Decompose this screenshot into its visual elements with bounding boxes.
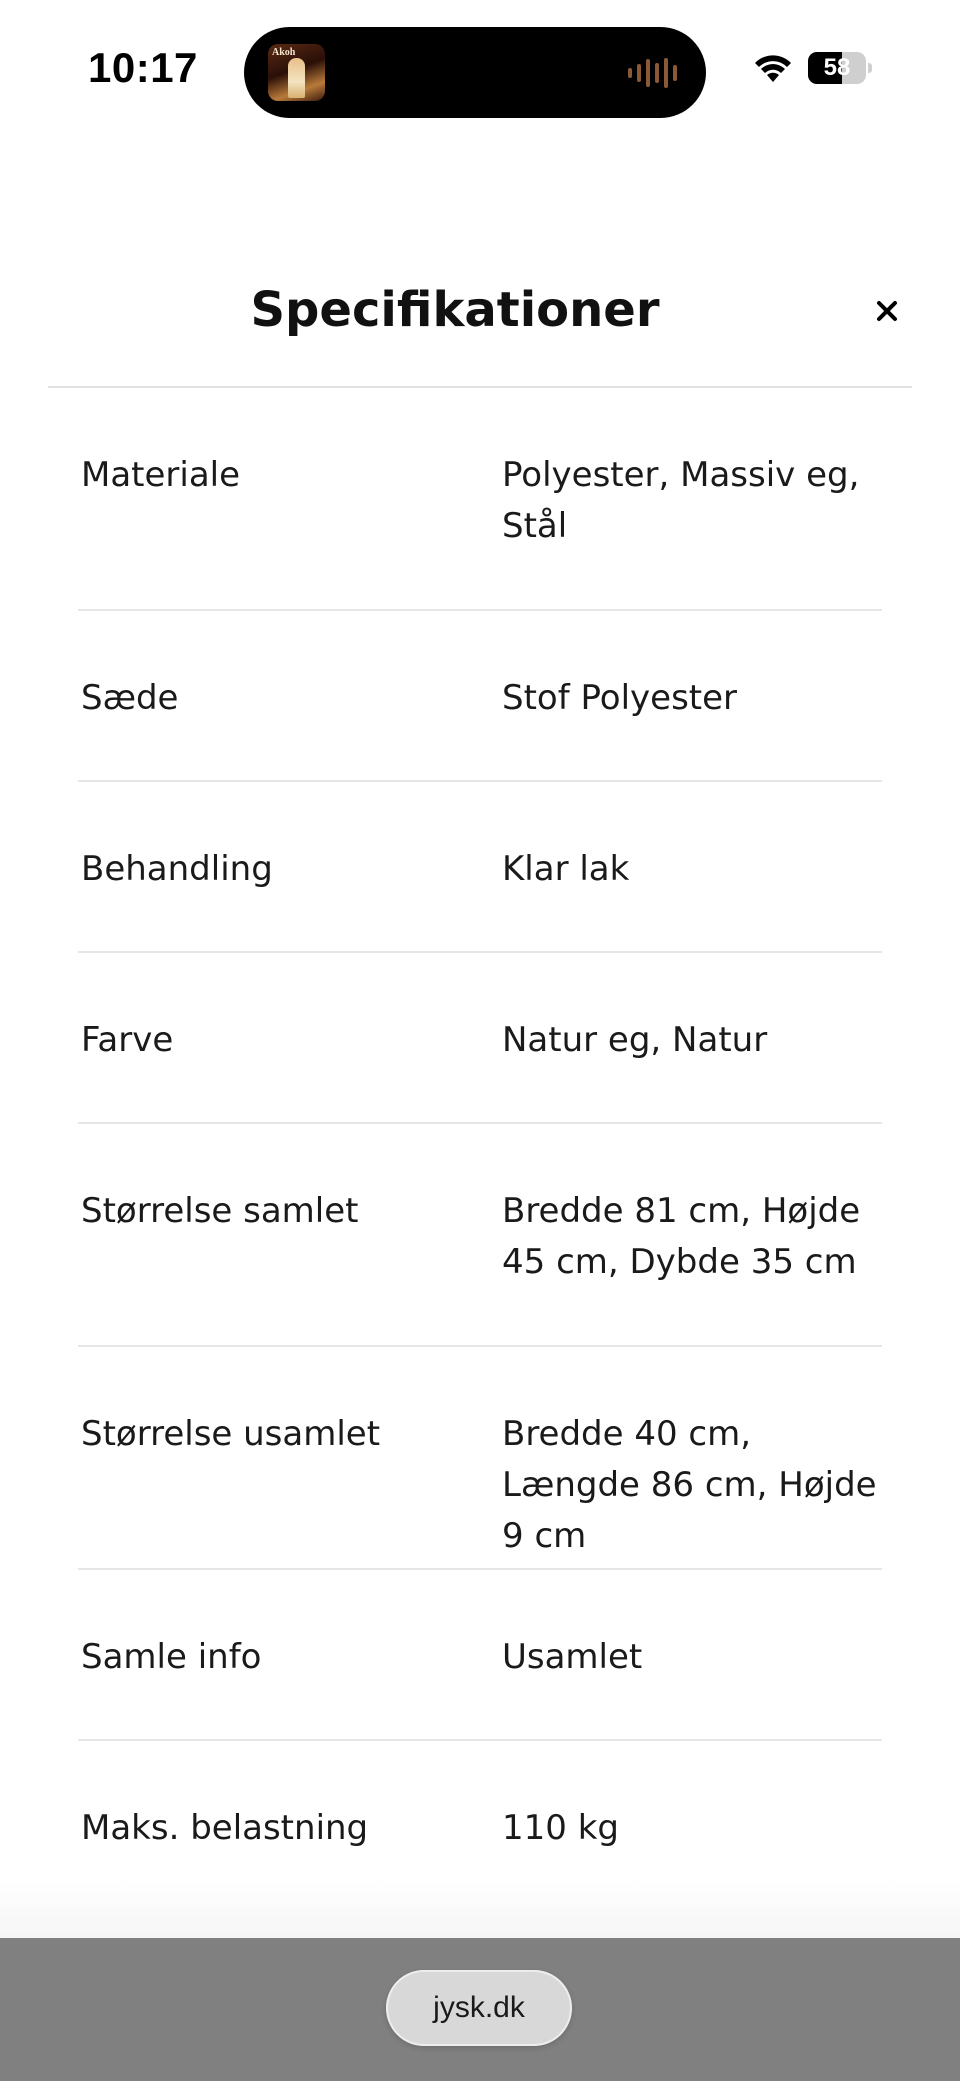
spec-value: Klar lak: [502, 849, 630, 889]
spec-row-farve: [78, 953, 882, 1124]
scroll-fade: [0, 1880, 960, 1938]
audio-waveform-icon: [628, 57, 684, 89]
album-art-text: Akoh: [272, 47, 296, 58]
spec-label: Størrelse samlet: [81, 1191, 359, 1231]
close-button[interactable]: [866, 290, 908, 332]
spec-label: Samle info: [81, 1637, 262, 1677]
address-bar[interactable]: jysk.dk: [386, 1970, 572, 2046]
close-icon: [876, 300, 898, 322]
spec-label: Størrelse usamlet: [81, 1414, 381, 1454]
spec-label: Maks. belastning: [81, 1808, 369, 1848]
spec-label: Farve: [81, 1020, 174, 1060]
spec-row-materiale: [78, 388, 882, 611]
spec-row-stoerrelse-samlet: [78, 1124, 882, 1347]
spec-row-behandling: [78, 782, 882, 953]
spec-value: Polyester, Massiv eg, Stål: [502, 455, 860, 546]
status-time: 10:17: [88, 44, 198, 91]
battery-icon: [808, 52, 870, 84]
battery-level: 58: [823, 54, 851, 81]
spec-value: Bredde 81 cm, Højde 45 cm, Dybde 35 cm: [502, 1191, 861, 1282]
spec-value: Bredde 40 cm, Længde 86 cm, Højde 9 cm: [502, 1414, 877, 1556]
album-art-icon[interactable]: [268, 44, 325, 101]
spec-row-saede: [78, 611, 882, 782]
spec-list: [78, 388, 882, 1891]
spec-row-samle-info: [78, 1570, 882, 1741]
spec-label: Behandling: [81, 849, 273, 889]
dynamic-island-now-playing[interactable]: [244, 27, 706, 118]
status-bar: [0, 0, 960, 140]
spec-row-maks-belastning: [78, 1741, 882, 1891]
spec-value: Usamlet: [502, 1637, 643, 1677]
spec-value: 110 kg: [502, 1808, 619, 1848]
spec-row-stoerrelse-usamlet: [78, 1347, 882, 1570]
sheet-title: Specifikationer: [250, 282, 660, 338]
spec-label: Materiale: [81, 455, 241, 495]
spec-value: Natur eg, Natur: [502, 1020, 768, 1060]
spec-label: Sæde: [81, 678, 179, 718]
spec-value: Stof Polyester: [502, 678, 738, 718]
wifi-icon: [752, 52, 794, 84]
